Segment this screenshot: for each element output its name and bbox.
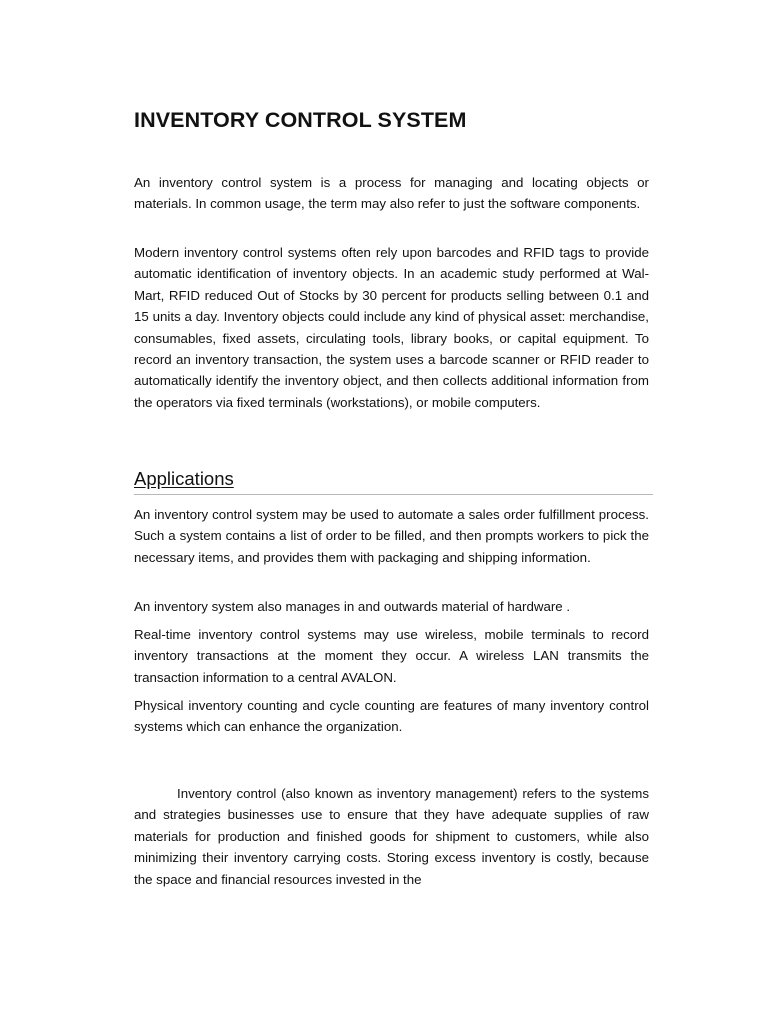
intro-paragraph-2	[134, 242, 649, 413]
paragraph-text: An inventory control system may be used to automate a sales order fulfillment process. Such a system contains a list of order to be filled, and then prompts workers to pick the necessary items, and provides them with packaging and shipping information.	[134, 507, 649, 565]
paragraph-text: Real-time inventory control systems may use wireless, mobile terminals to record inventory transactions at the moment they occur. A wireless LAN transmits the transaction information to a central AVALON.	[134, 627, 649, 685]
paragraph-text: An inventory control system is a process for managing and locating objects or materials. In common usage, the term may also refer to just the software components.	[134, 175, 649, 212]
applications-paragraph-1	[134, 504, 649, 568]
paragraph-text: An inventory system also manages in and outwards material of hardware .	[134, 599, 571, 614]
applications-paragraph-3	[134, 624, 649, 688]
applications-paragraph-4	[134, 695, 649, 738]
document-title: INVENTORY CONTROL SYSTEM	[134, 108, 467, 132]
applications-paragraph-2	[134, 596, 649, 617]
intro-paragraph-1	[134, 172, 649, 215]
applications-heading: Applications	[134, 468, 653, 495]
paragraph-text: Inventory control (also known as inventory management) refers to the systems and strategies businesses use to ensure that they have adequate supplies of raw materials for production and finished goods for shipment to customers, while also minimizing their inventory carrying costs. Storing excess inventory is costly, because the space and financial resources invested in the	[134, 786, 649, 887]
paragraph-text: Physical inventory counting and cycle counting are features of many inventory control systems which can enhance the organization.	[134, 698, 649, 735]
paragraph-text: Modern inventory control systems often rely upon barcodes and RFID tags to provide automatic identification of inventory objects. In an academic study performed at Wal-Mart, RFID reduced Out of Stocks by 30 percent for products selling between 0.1 and 15 units a day. Inventory objects could include any kind of physical asset: merchandise, consumables, fixed assets, circulating tools, library books, or capital equipment. To record an inventory transaction, the system uses a barcode scanner or RFID reader to automatically identify the inventory object, and then collects additional information from the operators via fixed terminals (workstations), or mobile computers.	[134, 245, 649, 410]
closing-paragraph	[134, 783, 649, 890]
